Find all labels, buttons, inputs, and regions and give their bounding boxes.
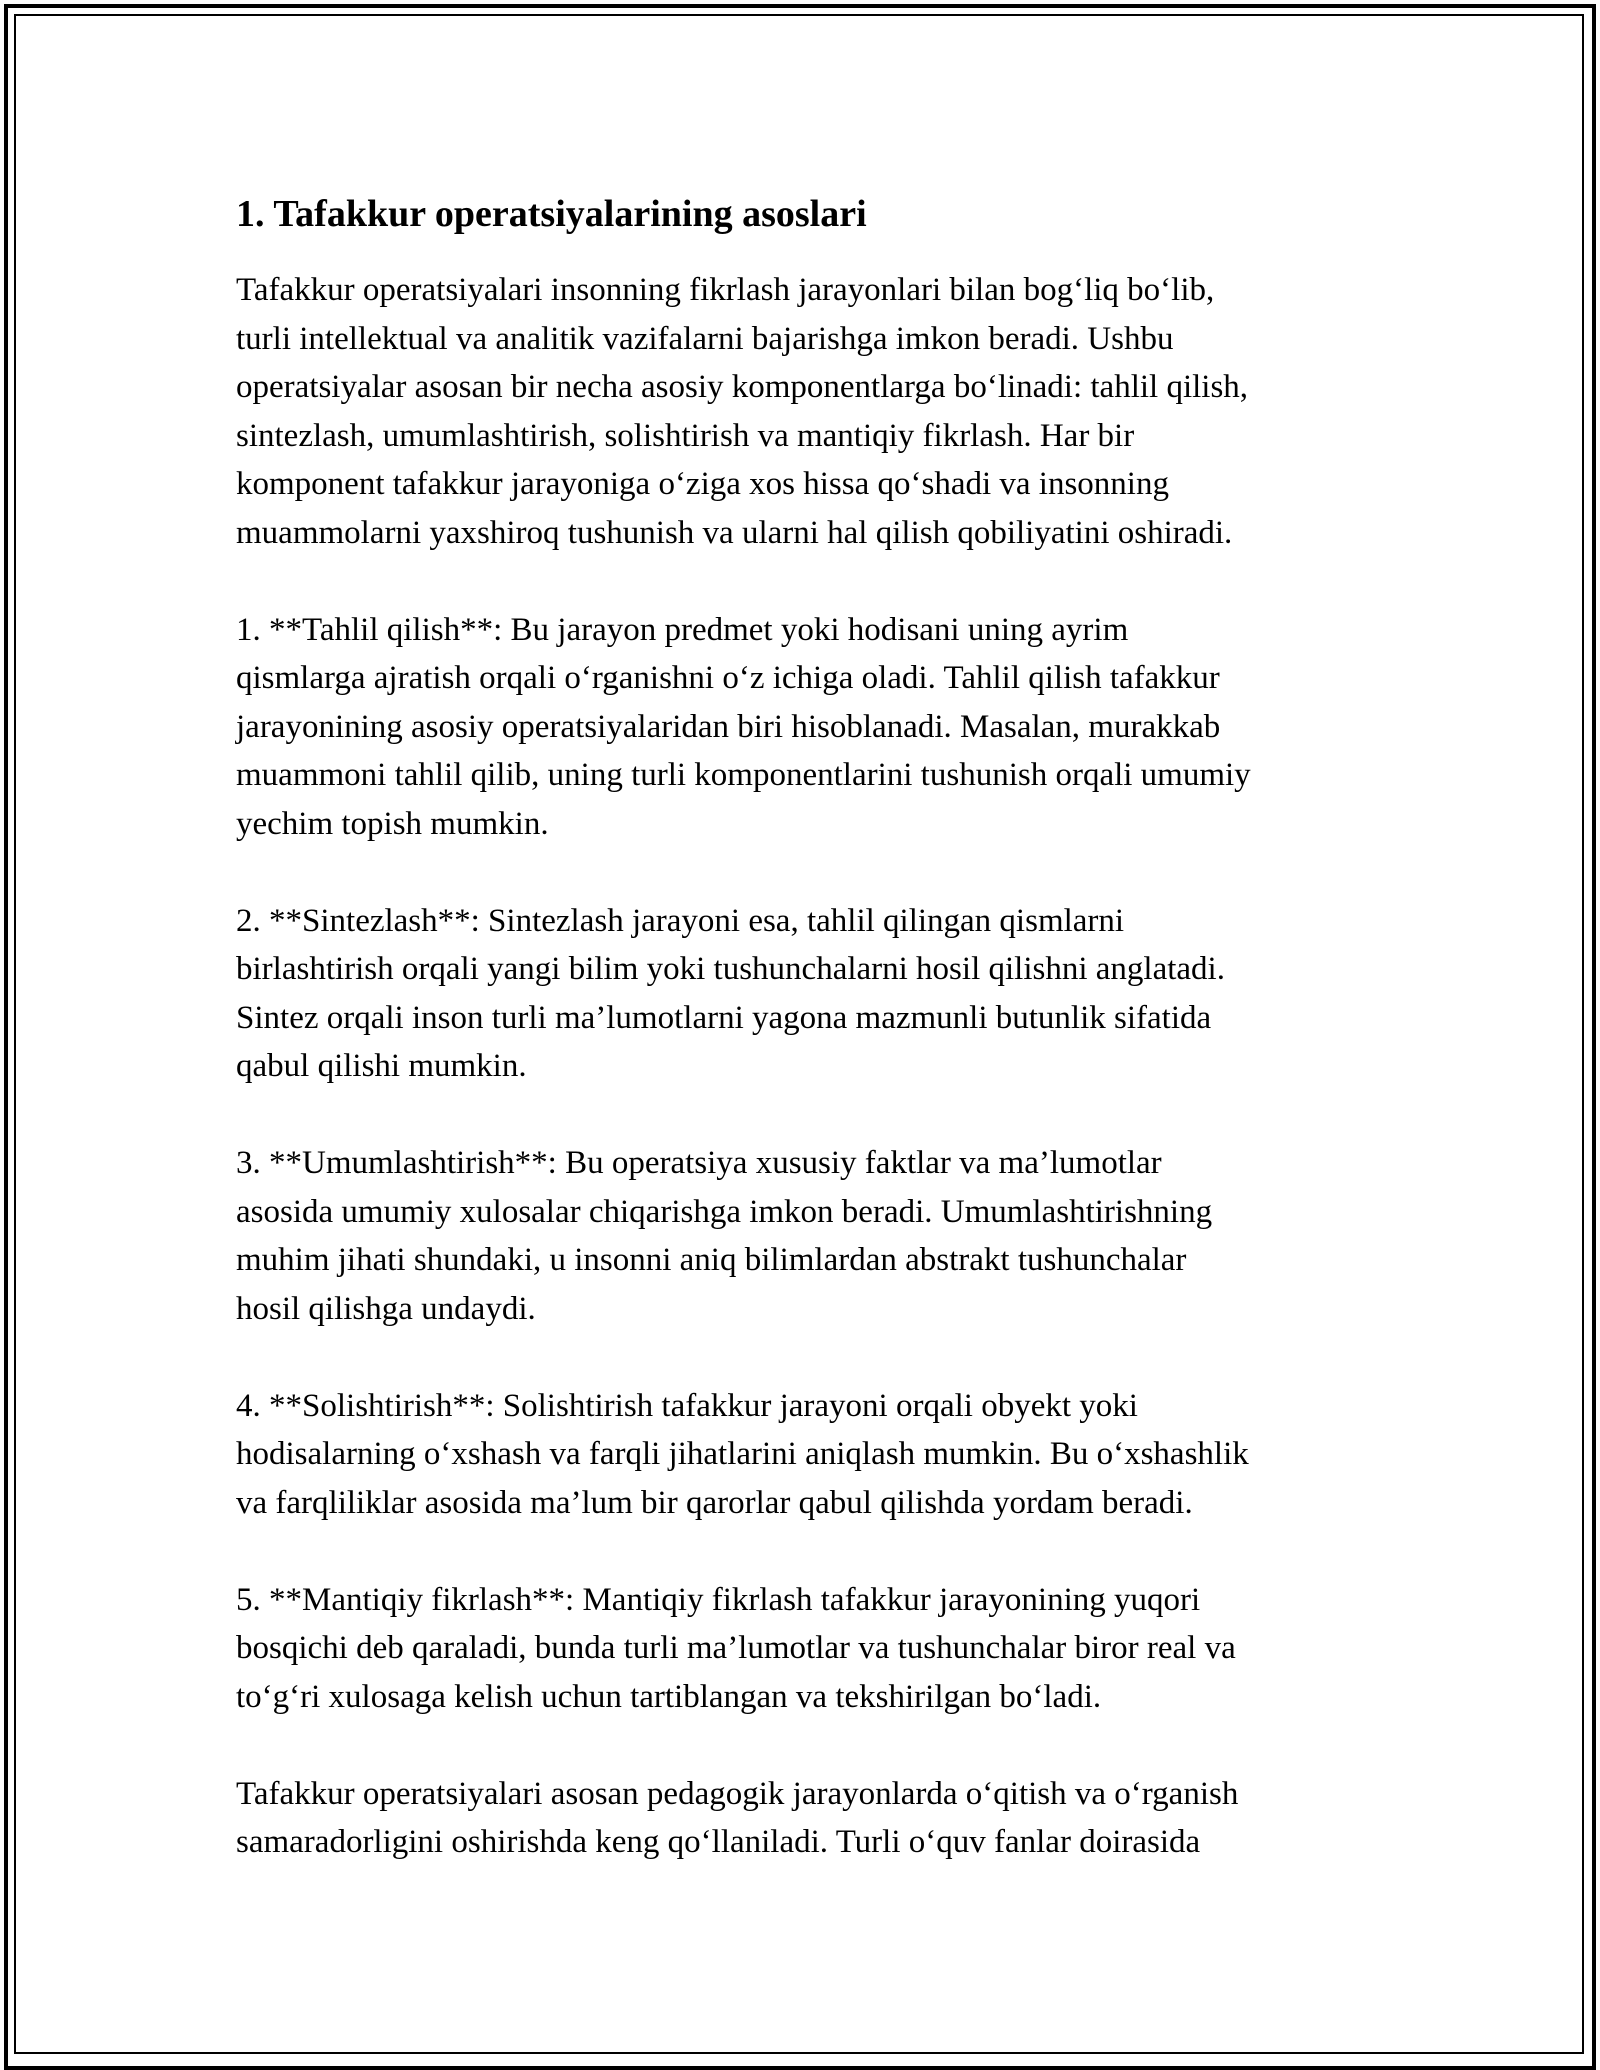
text-line: yechim topish mumkin.	[236, 805, 549, 842]
text-line: va farqliliklar asosida ma’lum bir qarorlar qabul qilishda yordam beradi.	[236, 1484, 1193, 1521]
text-line: 5. **Mantiqiy fikrlash**: Mantiqiy fikrlash tafakkur jarayonining yuqori	[236, 1581, 1201, 1618]
text-line: asosida umumiy xulosalar chiqarishga imkon beradi. Umumlashtirishning	[236, 1193, 1213, 1230]
paragraph-sintezlash	[236, 897, 1376, 1091]
section-heading: 1. Tafakkur operatsiyalarining asoslari	[236, 193, 867, 235]
text-line: komponent tafakkur jarayoniga o‘ziga xos hissa qo‘shadi va insonning	[236, 466, 1169, 502]
paragraph-conclusion	[236, 1770, 1376, 1867]
text-line: 2. **Sintezlash**: Sintezlash jarayoni esa, tahlil qilingan qismlarni	[236, 902, 1125, 939]
paragraph-umumlashtirish	[236, 1139, 1376, 1333]
text-line: operatsiyalar asosan bir necha asosiy komponentlarga bo‘linadi: tahlil qilish,	[236, 369, 1249, 405]
paragraph-mantiqiy-fikrlash	[236, 1576, 1376, 1722]
text-line: jarayonining asosiy operatsiyalaridan biri hisoblanadi. Masalan, murakkab	[236, 708, 1221, 745]
text-line: Tafakkur operatsiyalari insonning fikrlash jarayonlari bilan bog‘liq bo‘lib,	[236, 272, 1215, 308]
text-line: muhim jihati shundaki, u insonni aniq bilimlardan abstrakt tushunchalar	[236, 1242, 1187, 1278]
text-line: turli intellektual va analitik vazifalarni bajarishga imkon beradi. Ushbu	[236, 320, 1174, 357]
text-line: 4. **Solishtirish**: Solishtirish tafakkur jarayoni orqali obyekt yoki	[236, 1387, 1138, 1424]
paragraph-intro	[236, 266, 1376, 557]
text-line: bosqichi deb qaraladi, bunda turli ma’lumotlar va tushunchalar biror real va	[236, 1630, 1236, 1666]
text-line: Tafakkur operatsiyalari asosan pedagogik jarayonlarda o‘qitish va o‘rganish	[236, 1775, 1239, 1812]
paragraph-solishtirish	[236, 1382, 1376, 1528]
paragraph-tahlil-qilish	[236, 606, 1376, 849]
text-line: Sintez orqali inson turli ma’lumotlarni yagona mazmunli butunlik sifatida	[236, 999, 1212, 1036]
text-line: samaradorligini oshirishda keng qo‘llaniladi. Turli o‘quv fanlar doirasida	[236, 1824, 1201, 1860]
text-line: muammoni tahlil qilib, uning turli komponentlarini tushunish orqali umumiy	[236, 757, 1251, 793]
text-line: qabul qilishi mumkin.	[236, 1048, 527, 1084]
text-line: to‘g‘ri xulosaga kelish uchun tartiblangan va tekshirilgan bo‘ladi.	[236, 1678, 1102, 1715]
text-line: 3. **Umumlashtirish**: Bu operatsiya xususiy faktlar va ma’lumotlar	[236, 1145, 1162, 1181]
text-line: birlashtirish orqali yangi bilim yoki tushunchalarni hosil qilishni anglatadi.	[236, 951, 1225, 987]
text-line: muammolarni yaxshiroq tushunish va ularni hal qilish qobiliyatini oshiradi.	[236, 514, 1233, 551]
text-line: 1. **Tahlil qilish**: Bu jarayon predmet yoki hodisani uning ayrim	[236, 611, 1129, 648]
document-body	[236, 186, 1376, 1867]
text-line: hosil qilishga undaydi.	[236, 1290, 536, 1327]
text-line: hodisalarning o‘xshash va farqli jihatlarini aniqlash mumkin. Bu o‘xshashlik	[236, 1436, 1249, 1472]
text-line: sintezlash, umumlashtirish, solishtirish va mantiqiy fikrlash. Har bir	[236, 417, 1135, 454]
text-line: qismlarga ajratish orqali o‘rganishni o‘z ichiga oladi. Tahlil qilish tafakkur	[236, 660, 1220, 696]
